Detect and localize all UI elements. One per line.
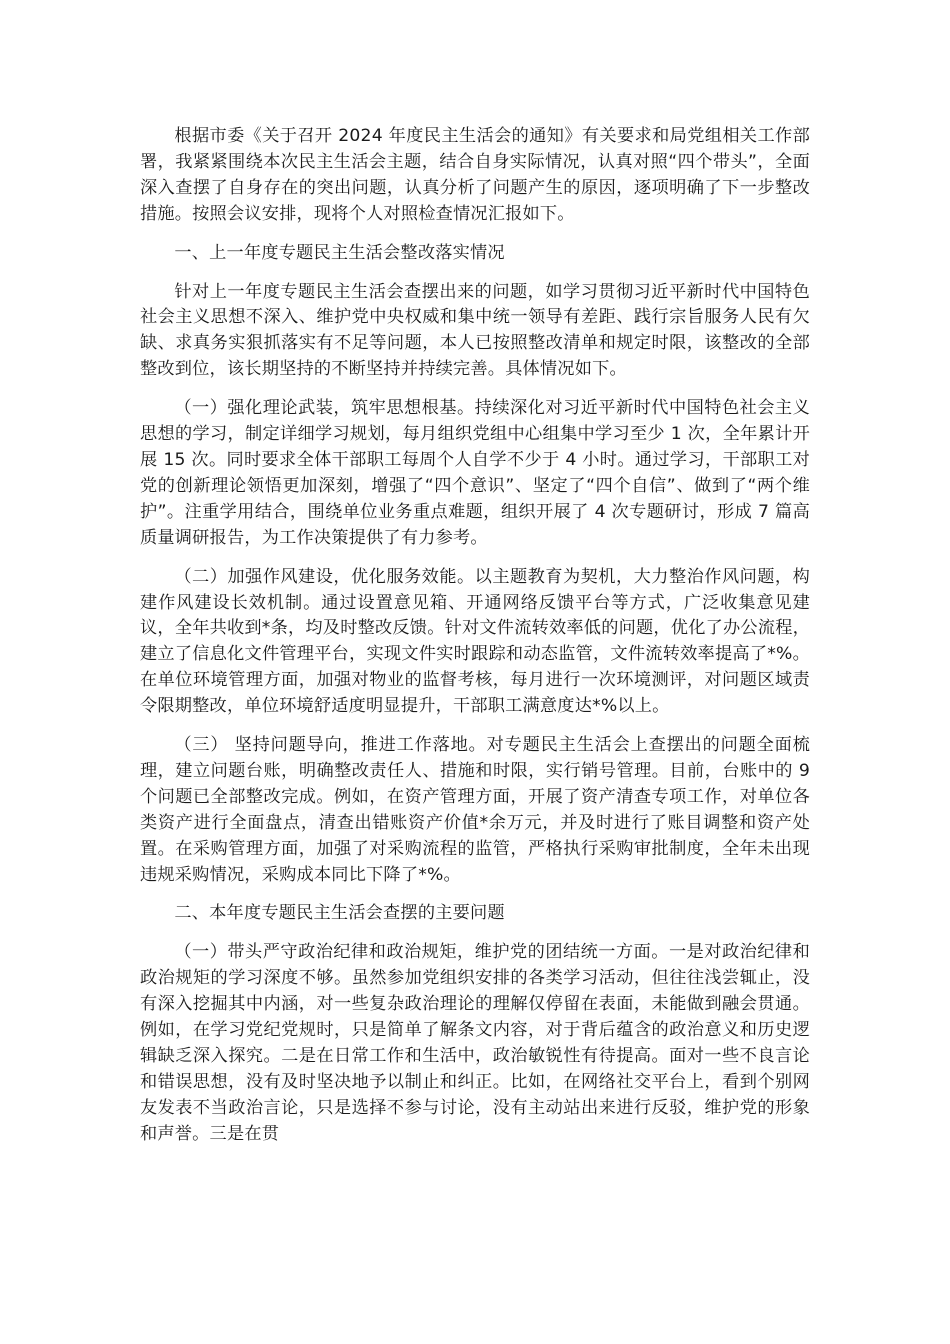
section-1-intro-paragraph: 针对上一年度专题民主生活会查摆出来的问题，如学习贯彻习近平新时代中国特色社会主义思想不深入、维护党中央权威和集中统一领导有差距、践行宗旨服务人民有欠缺、求真务实狠抓落实有不足等问题，本人已按照整改清单和规定时限，该整改的全部整改到位，该长期坚持的不断坚持并持续完善。具体情况如下。 [140,281,810,380]
section-1-item-3-paragraph: （三） 坚持问题导向，推进工作落地。对专题民主生活会上查摆出的问题全面梳理，建立问题台账，明确整改责任人、措施和时限，实行销号管理。目前，台账中的 9 个问题已全部整改完成。例如，在资产管理方面，开展了资产清查专项工作，对单位各类资产进行全面盘点，清查出错账资产价值*余万元，并及时进行了账目调整和资产处置。在采购管理方面，加强了对采购流程的监管，严格执行采购审批制度，全年未出现违规采购情况，采购成本同比下降了*%。 [140,735,810,885]
section-1-item-1-paragraph: （一）强化理论武装，筑牢思想根基。持续深化对习近平新时代中国特色社会主义思想的学习，制定详细学习规划，每月组织党组中心组集中学习至少 1 次，全年累计开展 15 次。同时要求全体干部职工每周个人自学不少于 4 小时。通过学习，干部职工对党的创新理论领悟更加深刻，增强了“四个意识”、坚定了“四个自信”、做到了“两个维护”。注重学用结合，围绕单位业务重点难题，组织开展了 4 次专题研讨，形成 7 篇高质量调研报告，为工作决策提供了有力参考。 [140,398,810,548]
intro-paragraph: 根据市委《关于召开 2024 年度民主生活会的通知》有关要求和局党组相关工作部署，我紧紧围绕本次民主生活会主题，结合自身实际情况，认真对照“四个带头”，全面深入查摆了自身存在的突出问题，认真分析了问题产生的原因，逐项明确了下一步整改措施。按照会议安排，现将个人对照检查情况汇报如下。 [140,126,810,224]
section-heading-1: 一、上一年度专题民主生活会整改落实情况 [174,242,505,263]
document-body [140,124,810,1161]
section-1-item-2-paragraph: （二）加强作风建设，优化服务效能。以主题教育为契机，大力整治作风问题，构建作风建设长效机制。通过设置意见箱、开通网络反馈平台等方式，广泛收集意见建议，全年共收到*条，均及时整改反馈。针对文件流转效率低的问题，优化了办公流程，建立了信息化文件管理平台，实现文件实时跟踪和动态监管，文件流转效率提高了*%。在单位环境管理方面，加强对物业的监督考核，每月进行一次环境测评，对问题区域责令限期整改，单位环境舒适度明显提升，干部职工满意度达*%以上。 [140,566,810,717]
section-heading-2: 二、本年度专题民主生活会查摆的主要问题 [174,903,505,924]
section-2-item-1-paragraph: （一）带头严守政治纪律和政治规矩，维护党的团结统一方面。一是对政治纪律和政治规矩的学习深度不够。虽然参加党组织安排的各类学习活动，但往往浅尝辄止，没有深入挖掘其中内涵，对一些复杂政治理论的理解仅停留在表面，未能做到融会贯通。例如，在学习党纪党规时，只是简单了解条文内容，对于背后蕴含的政治意义和历史逻辑缺乏深入探究。二是在日常工作和生活中，政治敏锐性有待提高。面对一些不良言论和错误思想，没有及时坚决地予以制止和纠正。比如，在网络社交平台上，看到个别网友发表不当政治言论，只是选择不参与讨论，没有主动站出来进行反驳，维护党的形象和声誉。三是在贯 [140,942,810,1144]
